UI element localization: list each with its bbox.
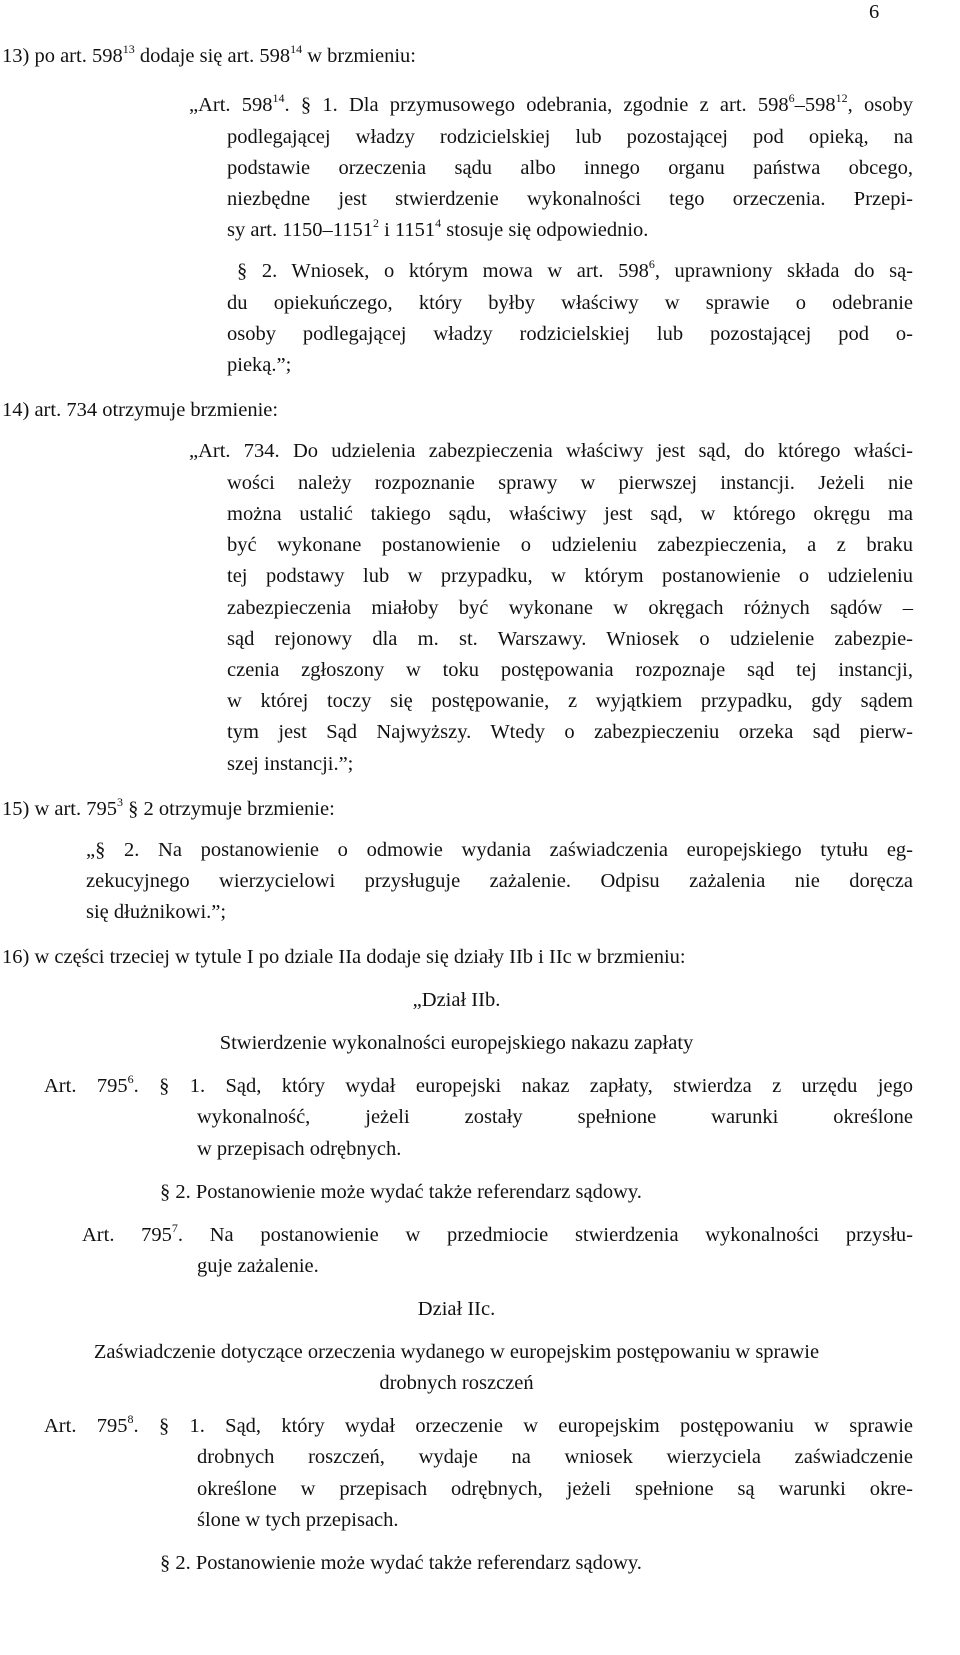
section-heading: Dział IIc.: [417, 1298, 496, 1320]
text-line: 16) w części trzeciej w tytule I po dziale IIa dodaje się działy IIb i IIc w brzmieniu:: [2, 946, 686, 968]
text-line: § 2. Wniosek, o którym mowa w art. $598^6$, uprawniony składa do są-: [237, 257, 914, 282]
text-line: du opiekuńczego, który byłby właściwy w sprawie o odebranie: [227, 292, 913, 314]
text-line: osoby podlegającej władzy rodzicielskiej lub pozostającej pod o-: [227, 323, 913, 345]
text-line: § 2. Postanowienie może wydać także referendarz sądowy.: [160, 1181, 642, 1203]
text-line: niezbędne jest stwierdzenie wykonalności tego orzeczenia. Przepi-: [227, 188, 913, 210]
text-line: sąd rejonowy dla m. st. Warszawy. Wniosek o udzielenie zabezpie-: [227, 628, 913, 650]
text-line: „Art. 734. Do udzielenia zabezpieczenia właściwy jest sąd, do którego właści-: [189, 440, 913, 462]
text-line: „Art. $598^{14}$. § 1. Dla przymusowego odebrania, zgodnie z art. $598^6-598^{12}$, osoby: [189, 91, 913, 116]
text-line: tym jest Sąd Najwyższy. Wtedy o zabezpieczeniu orzeka sąd pierw-: [227, 721, 913, 743]
section-title: drobnych roszczeń: [379, 1372, 534, 1394]
text-line: § 2. Postanowienie może wydać także referendarz sądowy.: [160, 1552, 642, 1574]
text-line: 14) art. 734 otrzymuje brzmienie:: [2, 399, 279, 421]
text-line: w przepisach odrębnych.: [197, 1138, 402, 1160]
text-line: czenia zgłoszony w toku postępowania rozpoznaje sąd tej instancji,: [227, 659, 913, 681]
text-line: zekucyjnego wierzycielowi przysługuje zażalenie. Odpisu zażalenia nie doręcza: [86, 870, 913, 892]
text-line: podlegającej władzy rodzicielskiej lub pozostającej pod opieką, na: [227, 126, 913, 148]
page-number: 6: [869, 1, 880, 23]
text-line: ślone w tych przepisach.: [197, 1509, 399, 1531]
section-heading: „Dział IIb.: [412, 989, 501, 1011]
text-line: drobnych roszczeń, wydaje na wniosek wierzyciela zaświadczenie: [197, 1446, 913, 1468]
text-line: się dłużnikowi.”;: [86, 901, 227, 923]
text-line: w której toczy się postępowanie, z wyjątkiem przypadku, gdy sądem: [227, 690, 913, 712]
text-line: 13) po art. $598^{13}$ dodaje się art. $598^{14}$ w brzmieniu:: [2, 42, 416, 67]
text-line: być wykonane postanowienie o udzieleniu zabezpieczenia, a z braku: [227, 534, 913, 556]
text-line: pieką.”;: [227, 354, 292, 376]
text-line: sy art. 1150–1151$^2$ i 1151$^4$ stosuje się odpowiednio.: [227, 216, 649, 241]
text-line: wości należy rozpoznanie sprawy w pierwszej instancji. Jeżeli nie: [227, 472, 913, 494]
section-title: Zaświadczenie dotyczące orzeczenia wydanego w europejskim postępowaniu w sprawie: [93, 1341, 820, 1363]
text-line: Art. $795^6$. § 1. Sąd, który wydał europejski nakaz zapłaty, stwierdza z urzędu jego: [44, 1072, 914, 1097]
text-line: można ustalić takiego sądu, właściwy jest sąd, w którego okręgu ma: [227, 503, 913, 525]
section-title: Stwierdzenie wykonalności europejskiego nakazu zapłaty: [219, 1032, 694, 1054]
text-line: określone w przepisach odrębnych, jeżeli spełnione są warunki okre-: [197, 1478, 913, 1500]
text-line: guje zażalenie.: [197, 1255, 319, 1277]
text-line: 15) w art. $795^3$ § 2 otrzymuje brzmienie:: [2, 795, 335, 820]
text-line: szej instancji.”;: [227, 753, 354, 775]
text-line: Art. $795^7$. Na postanowienie w przedmiocie stwierdzenia wykonalności przysłu-: [82, 1221, 913, 1246]
text-line: zabezpieczenia miałoby być wykonane w okręgach różnych sądów –: [227, 597, 913, 619]
text-line: podstawie orzeczenia sądu albo innego organu państwa obcego,: [227, 157, 913, 179]
text-line: „§ 2. Na postanowienie o odmowie wydania zaświadczenia europejskiego tytułu eg-: [86, 839, 913, 861]
text-line: tej podstawy lub w przypadku, w którym postanowienie o udzieleniu: [227, 565, 913, 587]
text-line: Art. $795^8$. § 1. Sąd, który wydał orzeczenie w europejskim postępowaniu w sprawie: [44, 1412, 914, 1437]
text-line: wykonalność, jeżeli zostały spełnione warunki określone: [197, 1106, 913, 1128]
